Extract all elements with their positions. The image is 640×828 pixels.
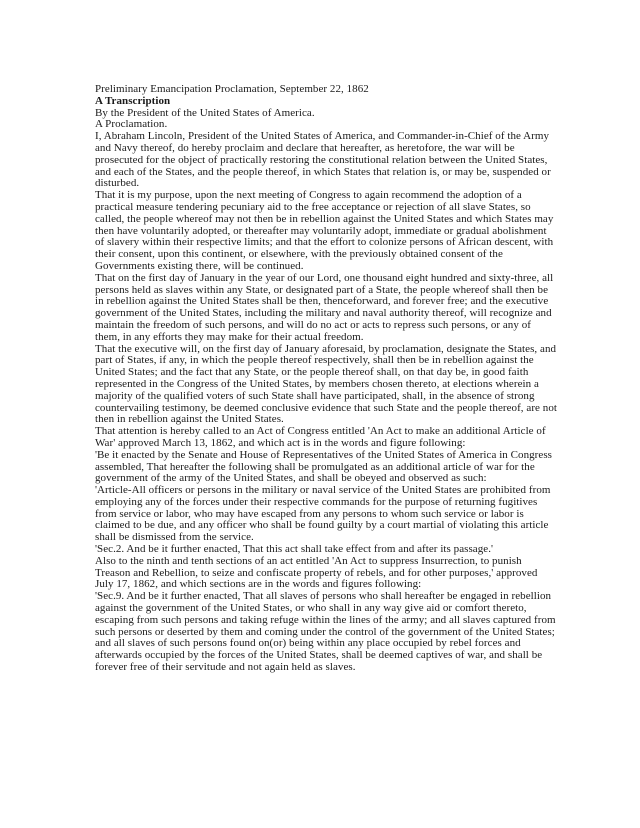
paragraph-article-all-officers: 'Article-All officers or persons in the military or naval service of the United States are prohibited from employing any of the forces under their respective commands for the purpose of returning fugitives from service or labor, who may have escaped from any persons to whom such service or labor is claimed to be due, and any officer who shall be found guilty by a court martial of violating this article shall be dismissed from the service. [95,484,551,544]
paragraph-forever-free: That on the first day of January in the year of our Lord, one thousand eight hundred and sixty-three, all persons held as slaves within any State, or designated part of a State, the people whereof shall then be in rebellion against the United States shall be then, thenceforward, and forever free; and the executive government of the United States, including the military and naval authority thereof, will recognize and maintain the freedom of such persons, and will do no act or acts to repress such persons, or any of them, in any efforts they may make for their actual freedom. [95,271,554,343]
paragraph-war-prosecution: I, Abraham Lincoln, President of the United States of America, and Commander-in-Chief of the Army and Navy thereof, do hereby proclaim and declare that hereafter, as heretofore, the war will be prosecuted for the object of practically restoring the constitutional relation between the United States, and each of the States, and the people thereof, in which States that relation is, or may be, suspended or disturbed. [95,130,551,190]
document-page [95,84,558,674]
paragraph-pecuniary-aid: That it is my purpose, upon the next meeting of Congress to again recommend the adoption of a practical measure tendering pecuniary aid to the free acceptance or rejection of all slave States, so called, the people whereof may not then be in rebellion against the United States and which States may then have voluntarily adopted, or thereafter may voluntarily adopt, immediate or gradual abolishment of slavery within their respective limits; and that the effort to colonize persons of African descent, with their consent, upon this continent, or elsewhere, with the previously obtained consent of the Governments existing there, will be continued. [95,189,554,272]
paragraph-attention-act: That attention is hereby called to an Act of Congress entitled 'An Act to make an additional Article of War' approved March 13, 1862, and which act is in the words and figure following: [95,425,546,449]
document-title: Preliminary Emancipation Proclamation, September 22, 1862 [95,83,369,95]
paragraph-ninth-tenth-sections: Also to the ninth and tenth sections of an act entitled 'An Act to suppress Insurrection, to punish Treason and Rebellion, to seize and confiscate property of rebels, and for other purposes,' approved July 17, 1862, and which sections are in the words and figures following: [95,554,538,591]
transcription-heading: A Transcription [95,94,171,107]
paragraph-sec2: 'Sec.2. And be it further enacted, That this act shall take effect from and after its passage.' [95,543,494,556]
byline: By the President of the United States of America. [95,106,315,119]
paragraph-sec9: 'Sec.9. And be it further enacted, That all slaves of persons who shall hereafter be engaged in rebellion against the government of the United States, or who shall in any way give aid or comfort thereto, escaping from such persons and taking refuge within the lines of the army; and all slaves captured from such persons or deserted by them and coming under the control of the government of the United States; and all slaves of such persons found on(or) being within any place occupied by rebel forces and afterwards occupied by the forces of the United States, shall be deemed captives of war, and shall be forever free of their servitude and not again held as slaves. [95,590,556,674]
paragraph-be-it-enacted: 'Be it enacted by the Senate and House of Representatives of the United States of America in Congress assembled, That hereafter the following shall be promulgated as an additional article of war for the government of the army of the United States, and shall be obeyed and observed as such: [95,448,552,485]
paragraph-designate-states: That the executive will, on the first day of January aforesaid, by proclamation, designate the States, and part of States, if any, in which the people thereof respectively, shall then be in rebellion against the United States; and the fact that any State, or the people thereof shall, on that day be, in good faith represented in the Congress of the United States, by members chosen thereto, at elections wherein a majority of the qualified voters of such State shall have participated, shall, in the absence of strong countervailing testimony, be deemed conclusive evidence that such State and the people thereof, are not then in rebellion against the United States. [95,342,557,426]
proclamation-label: A Proclamation. [95,118,168,131]
